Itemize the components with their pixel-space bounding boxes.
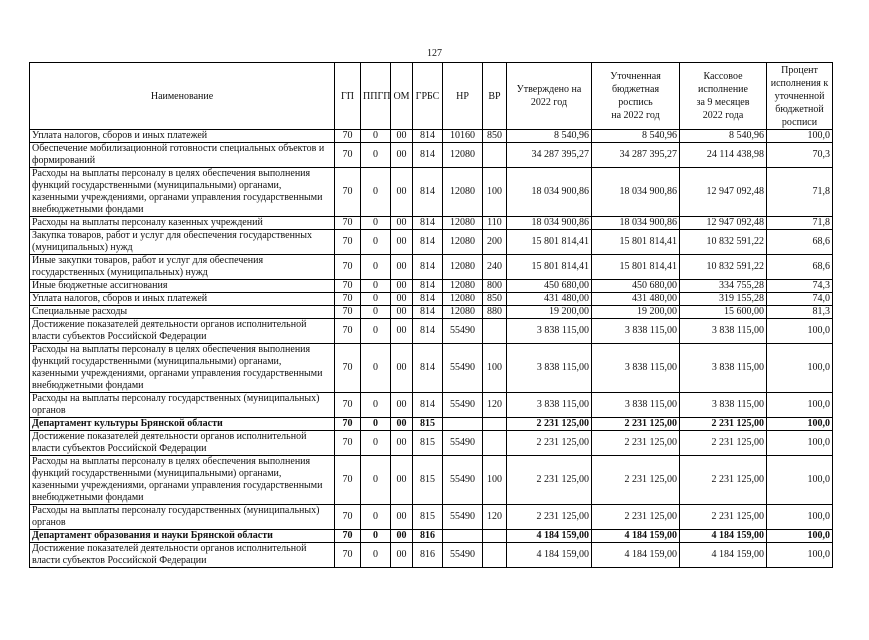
cell-ppgp: 0 <box>361 293 391 306</box>
cell-gp: 70 <box>335 143 361 168</box>
table-row <box>30 543 833 568</box>
cell-percent: 100,0 <box>767 530 833 543</box>
cell-name <box>30 543 335 568</box>
col-header-percent: Процент исполнения к уточненной бюджетной росписи <box>767 63 833 130</box>
cell-cash: 24 114 438,98 <box>680 143 767 168</box>
cell-name-line: государственных (муниципальных) нужд <box>32 267 208 278</box>
cell-np: 55490 <box>443 393 483 418</box>
table-row <box>30 418 833 431</box>
cell-np <box>443 418 483 431</box>
cell-ppgp: 0 <box>361 344 391 393</box>
cell-name <box>30 130 335 143</box>
cell-np: 12080 <box>443 293 483 306</box>
cell-ppgp: 0 <box>361 418 391 431</box>
table-row <box>30 217 833 230</box>
cell-revised: 18 034 900,86 <box>592 168 680 217</box>
cell-ppgp: 0 <box>361 230 391 255</box>
col-header-cash: Кассовое исполнение за 9 месяцев 2022 года <box>680 63 767 130</box>
cell-om: 00 <box>391 293 413 306</box>
cell-grbs: 814 <box>413 319 443 344</box>
cell-cash: 3 838 115,00 <box>680 393 767 418</box>
cell-approved: 2 231 125,00 <box>507 418 592 431</box>
cell-percent: 100,0 <box>767 543 833 568</box>
cell-cash: 4 184 159,00 <box>680 530 767 543</box>
table-row <box>30 431 833 456</box>
cell-ppgp: 0 <box>361 143 391 168</box>
cell-percent: 68,6 <box>767 255 833 280</box>
cell-percent: 100,0 <box>767 319 833 344</box>
cell-ppgp: 0 <box>361 306 391 319</box>
cell-vr: 120 <box>483 393 507 418</box>
cell-vr: 100 <box>483 344 507 393</box>
cell-om: 00 <box>391 393 413 418</box>
cell-grbs: 815 <box>413 431 443 456</box>
cell-name-line: Расходы на выплаты персоналу казенных учреждений <box>32 217 263 228</box>
cell-vr <box>483 319 507 344</box>
cell-name-line: казенными учреждениями, органами управления государственными <box>32 368 323 379</box>
cell-np: 55490 <box>443 505 483 530</box>
cell-percent: 100,0 <box>767 344 833 393</box>
cell-name-line: Департамент культуры Брянской области <box>32 418 223 429</box>
cell-ppgp: 0 <box>361 217 391 230</box>
cell-name-line: Иные бюджетные ассигнования <box>32 280 168 291</box>
cell-om: 00 <box>391 168 413 217</box>
cell-name-line: Обеспечение мобилизационной готовности специальных объектов и <box>32 143 325 154</box>
col-header-gp: ГП <box>335 63 361 130</box>
cell-grbs: 814 <box>413 130 443 143</box>
cell-percent: 100,0 <box>767 418 833 431</box>
cell-approved: 4 184 159,00 <box>507 530 592 543</box>
cell-grbs: 814 <box>413 168 443 217</box>
table-row <box>30 319 833 344</box>
cell-name-line: (муниципальных) нужд <box>32 242 133 253</box>
cell-name-line: Закупка товаров, работ и услуг для обеспечения государственных <box>32 230 313 241</box>
cell-ppgp: 0 <box>361 456 391 505</box>
cell-np: 12080 <box>443 143 483 168</box>
cell-om: 00 <box>391 217 413 230</box>
cell-revised: 4 184 159,00 <box>592 543 680 568</box>
cell-om: 00 <box>391 530 413 543</box>
cell-cash: 3 838 115,00 <box>680 319 767 344</box>
cell-np: 55490 <box>443 543 483 568</box>
cell-vr: 200 <box>483 230 507 255</box>
cell-revised: 15 801 814,41 <box>592 255 680 280</box>
cell-revised: 15 801 814,41 <box>592 230 680 255</box>
cell-ppgp: 0 <box>361 530 391 543</box>
cell-name-line: функций государственными (муниципальными) органами, <box>32 468 282 479</box>
cell-name-line: Уплата налогов, сборов и иных платежей <box>32 130 208 141</box>
cell-name-line: Расходы на выплаты персоналу государственных (муниципальных) <box>32 505 320 516</box>
cell-percent: 81,3 <box>767 306 833 319</box>
cell-gp: 70 <box>335 280 361 293</box>
col-header-np: НР <box>443 63 483 130</box>
col-header-revised: Уточненная бюджетная роспись на 2022 год <box>592 63 680 130</box>
cell-name-line: Департамент образования и науки Брянской области <box>32 530 273 541</box>
col-header-approved: Утверждено на 2022 год <box>507 63 592 130</box>
cell-percent: 70,3 <box>767 143 833 168</box>
cell-approved: 15 801 814,41 <box>507 230 592 255</box>
cell-grbs: 815 <box>413 456 443 505</box>
cell-revised: 2 231 125,00 <box>592 505 680 530</box>
cell-revised: 18 034 900,86 <box>592 217 680 230</box>
cell-cash: 2 231 125,00 <box>680 505 767 530</box>
table-row <box>30 280 833 293</box>
cell-revised: 8 540,96 <box>592 130 680 143</box>
cell-om: 00 <box>391 543 413 568</box>
cell-grbs: 814 <box>413 393 443 418</box>
cell-cash: 2 231 125,00 <box>680 418 767 431</box>
cell-percent: 74,3 <box>767 280 833 293</box>
cell-grbs: 814 <box>413 217 443 230</box>
cell-approved: 450 680,00 <box>507 280 592 293</box>
cell-cash: 334 755,28 <box>680 280 767 293</box>
cell-name-line: функций государственными (муниципальными) органами, <box>32 180 282 191</box>
cell-name <box>30 306 335 319</box>
cell-vr: 880 <box>483 306 507 319</box>
cell-approved: 3 838 115,00 <box>507 344 592 393</box>
cell-ppgp: 0 <box>361 431 391 456</box>
col-header-ppgp: ППГП <box>361 63 391 130</box>
cell-name-line: власти субъектов Российской Федерации <box>32 443 207 454</box>
cell-cash: 4 184 159,00 <box>680 543 767 568</box>
cell-name <box>30 280 335 293</box>
cell-om: 00 <box>391 505 413 530</box>
cell-ppgp: 0 <box>361 393 391 418</box>
cell-om: 00 <box>391 456 413 505</box>
cell-vr: 120 <box>483 505 507 530</box>
cell-name <box>30 344 335 393</box>
cell-cash: 8 540,96 <box>680 130 767 143</box>
cell-name <box>30 255 335 280</box>
cell-om: 00 <box>391 230 413 255</box>
cell-approved: 4 184 159,00 <box>507 543 592 568</box>
cell-name <box>30 319 335 344</box>
cell-name-line: Расходы на выплаты персоналу в целях обеспечения выполнения <box>32 168 311 179</box>
cell-gp: 70 <box>335 319 361 344</box>
cell-approved: 3 838 115,00 <box>507 393 592 418</box>
cell-ppgp: 0 <box>361 168 391 217</box>
cell-vr: 100 <box>483 168 507 217</box>
cell-name-line: Расходы на выплаты персоналу государственных (муниципальных) <box>32 393 320 404</box>
cell-percent: 100,0 <box>767 456 833 505</box>
table-row <box>30 130 833 143</box>
table-body <box>30 130 833 568</box>
cell-grbs: 814 <box>413 293 443 306</box>
cell-name-line: внебюджетными фондами <box>32 204 144 215</box>
cell-approved: 8 540,96 <box>507 130 592 143</box>
cell-np <box>443 530 483 543</box>
cell-name <box>30 293 335 306</box>
cell-percent: 100,0 <box>767 505 833 530</box>
cell-cash: 319 155,28 <box>680 293 767 306</box>
cell-name-line: органов <box>32 405 66 416</box>
cell-gp: 70 <box>335 130 361 143</box>
cell-om: 00 <box>391 418 413 431</box>
cell-vr <box>483 431 507 456</box>
cell-revised: 2 231 125,00 <box>592 456 680 505</box>
col-header-om: ОМ <box>391 63 413 130</box>
cell-revised: 19 200,00 <box>592 306 680 319</box>
cell-np: 12080 <box>443 230 483 255</box>
cell-approved: 18 034 900,86 <box>507 217 592 230</box>
cell-name-line: Расходы на выплаты персоналу в целях обеспечения выполнения <box>32 344 311 355</box>
cell-name-line: формирований <box>32 155 96 166</box>
table-row <box>30 505 833 530</box>
cell-gp: 70 <box>335 418 361 431</box>
cell-name <box>30 456 335 505</box>
cell-np: 12080 <box>443 217 483 230</box>
cell-gp: 70 <box>335 217 361 230</box>
cell-vr: 240 <box>483 255 507 280</box>
cell-percent: 71,8 <box>767 168 833 217</box>
cell-approved: 2 231 125,00 <box>507 456 592 505</box>
cell-om: 00 <box>391 255 413 280</box>
cell-revised: 34 287 395,27 <box>592 143 680 168</box>
table-row <box>30 255 833 280</box>
cell-approved: 15 801 814,41 <box>507 255 592 280</box>
cell-cash: 3 838 115,00 <box>680 344 767 393</box>
cell-name-line: Специальные расходы <box>32 306 128 317</box>
cell-name <box>30 143 335 168</box>
cell-revised: 2 231 125,00 <box>592 431 680 456</box>
cell-approved: 19 200,00 <box>507 306 592 319</box>
cell-cash: 10 832 591,22 <box>680 230 767 255</box>
cell-om: 00 <box>391 130 413 143</box>
cell-revised: 450 680,00 <box>592 280 680 293</box>
table-row <box>30 306 833 319</box>
cell-om: 00 <box>391 306 413 319</box>
cell-percent: 100,0 <box>767 130 833 143</box>
cell-vr <box>483 143 507 168</box>
cell-approved: 2 231 125,00 <box>507 431 592 456</box>
col-header-grbs: ГРБС <box>413 63 443 130</box>
cell-approved: 2 231 125,00 <box>507 505 592 530</box>
cell-name-line: казенными учреждениями, органами управления государственными <box>32 192 323 203</box>
cell-gp: 70 <box>335 543 361 568</box>
cell-np: 10160 <box>443 130 483 143</box>
cell-om: 00 <box>391 431 413 456</box>
cell-grbs: 814 <box>413 230 443 255</box>
cell-vr: 110 <box>483 217 507 230</box>
cell-name <box>30 168 335 217</box>
cell-name-line: функций государственными (муниципальными) органами, <box>32 356 282 367</box>
budget-table <box>29 62 833 568</box>
cell-grbs: 816 <box>413 543 443 568</box>
cell-cash: 12 947 092,48 <box>680 168 767 217</box>
cell-name-line: казенными учреждениями, органами управления государственными <box>32 480 323 491</box>
cell-np: 55490 <box>443 456 483 505</box>
cell-name-line: Достижение показателей деятельности органов исполнительной <box>32 543 307 554</box>
cell-name-line: Достижение показателей деятельности органов исполнительной <box>32 319 307 330</box>
cell-name-line: власти субъектов Российской Федерации <box>32 331 207 342</box>
header-row <box>30 63 833 130</box>
cell-ppgp: 0 <box>361 543 391 568</box>
cell-vr: 100 <box>483 456 507 505</box>
cell-om: 00 <box>391 344 413 393</box>
cell-np: 12080 <box>443 168 483 217</box>
cell-ppgp: 0 <box>361 280 391 293</box>
cell-np: 12080 <box>443 306 483 319</box>
cell-revised: 431 480,00 <box>592 293 680 306</box>
cell-np: 55490 <box>443 319 483 344</box>
col-header-name: Наименование <box>30 63 335 130</box>
cell-vr <box>483 543 507 568</box>
cell-ppgp: 0 <box>361 255 391 280</box>
cell-name-line: органов <box>32 517 66 528</box>
table-row <box>30 344 833 393</box>
cell-revised: 2 231 125,00 <box>592 418 680 431</box>
cell-grbs: 814 <box>413 143 443 168</box>
cell-cash: 2 231 125,00 <box>680 456 767 505</box>
cell-gp: 70 <box>335 168 361 217</box>
cell-gp: 70 <box>335 306 361 319</box>
cell-cash: 10 832 591,22 <box>680 255 767 280</box>
cell-name-line: Расходы на выплаты персоналу в целях обеспечения выполнения <box>32 456 311 467</box>
cell-ppgp: 0 <box>361 130 391 143</box>
cell-grbs: 814 <box>413 306 443 319</box>
cell-gp: 70 <box>335 293 361 306</box>
cell-vr <box>483 530 507 543</box>
cell-np: 12080 <box>443 255 483 280</box>
cell-grbs: 814 <box>413 280 443 293</box>
cell-grbs: 816 <box>413 530 443 543</box>
cell-vr: 800 <box>483 280 507 293</box>
cell-np: 55490 <box>443 431 483 456</box>
cell-om: 00 <box>391 143 413 168</box>
cell-cash: 15 600,00 <box>680 306 767 319</box>
cell-cash: 12 947 092,48 <box>680 217 767 230</box>
cell-revised: 3 838 115,00 <box>592 393 680 418</box>
cell-name-line: власти субъектов Российской Федерации <box>32 555 207 566</box>
cell-gp: 70 <box>335 431 361 456</box>
cell-gp: 70 <box>335 456 361 505</box>
cell-approved: 18 034 900,86 <box>507 168 592 217</box>
cell-name-line: Уплата налогов, сборов и иных платежей <box>32 293 208 304</box>
cell-name <box>30 431 335 456</box>
cell-name <box>30 418 335 431</box>
cell-name-line: внебюджетными фондами <box>32 492 144 503</box>
cell-percent: 71,8 <box>767 217 833 230</box>
cell-name <box>30 230 335 255</box>
cell-revised: 4 184 159,00 <box>592 530 680 543</box>
page-number: 127 <box>427 48 442 59</box>
cell-grbs: 814 <box>413 255 443 280</box>
table-row <box>30 143 833 168</box>
cell-approved: 3 838 115,00 <box>507 319 592 344</box>
cell-approved: 431 480,00 <box>507 293 592 306</box>
table-row <box>30 230 833 255</box>
cell-vr: 850 <box>483 293 507 306</box>
cell-gp: 70 <box>335 255 361 280</box>
cell-vr <box>483 418 507 431</box>
cell-grbs: 815 <box>413 418 443 431</box>
cell-cash: 2 231 125,00 <box>680 431 767 456</box>
cell-revised: 3 838 115,00 <box>592 344 680 393</box>
cell-percent: 68,6 <box>767 230 833 255</box>
cell-gp: 70 <box>335 505 361 530</box>
cell-om: 00 <box>391 319 413 344</box>
cell-vr: 850 <box>483 130 507 143</box>
table-row <box>30 530 833 543</box>
cell-revised: 3 838 115,00 <box>592 319 680 344</box>
table-row <box>30 168 833 217</box>
cell-ppgp: 0 <box>361 319 391 344</box>
cell-grbs: 815 <box>413 505 443 530</box>
cell-grbs: 814 <box>413 344 443 393</box>
cell-gp: 70 <box>335 393 361 418</box>
cell-np: 12080 <box>443 280 483 293</box>
cell-gp: 70 <box>335 530 361 543</box>
cell-name <box>30 393 335 418</box>
cell-percent: 100,0 <box>767 393 833 418</box>
cell-name <box>30 530 335 543</box>
cell-ppgp: 0 <box>361 505 391 530</box>
cell-name-line: Иные закупки товаров, работ и услуг для обеспечения <box>32 255 264 266</box>
cell-approved: 34 287 395,27 <box>507 143 592 168</box>
cell-np: 55490 <box>443 344 483 393</box>
cell-name-line: внебюджетными фондами <box>32 380 144 391</box>
cell-percent: 74,0 <box>767 293 833 306</box>
table-row <box>30 293 833 306</box>
cell-om: 00 <box>391 280 413 293</box>
cell-gp: 70 <box>335 344 361 393</box>
table-row <box>30 456 833 505</box>
cell-name <box>30 505 335 530</box>
cell-name-line: Достижение показателей деятельности органов исполнительной <box>32 431 307 442</box>
cell-gp: 70 <box>335 230 361 255</box>
table-row <box>30 393 833 418</box>
cell-percent: 100,0 <box>767 431 833 456</box>
cell-name <box>30 217 335 230</box>
col-header-vr: ВР <box>483 63 507 130</box>
